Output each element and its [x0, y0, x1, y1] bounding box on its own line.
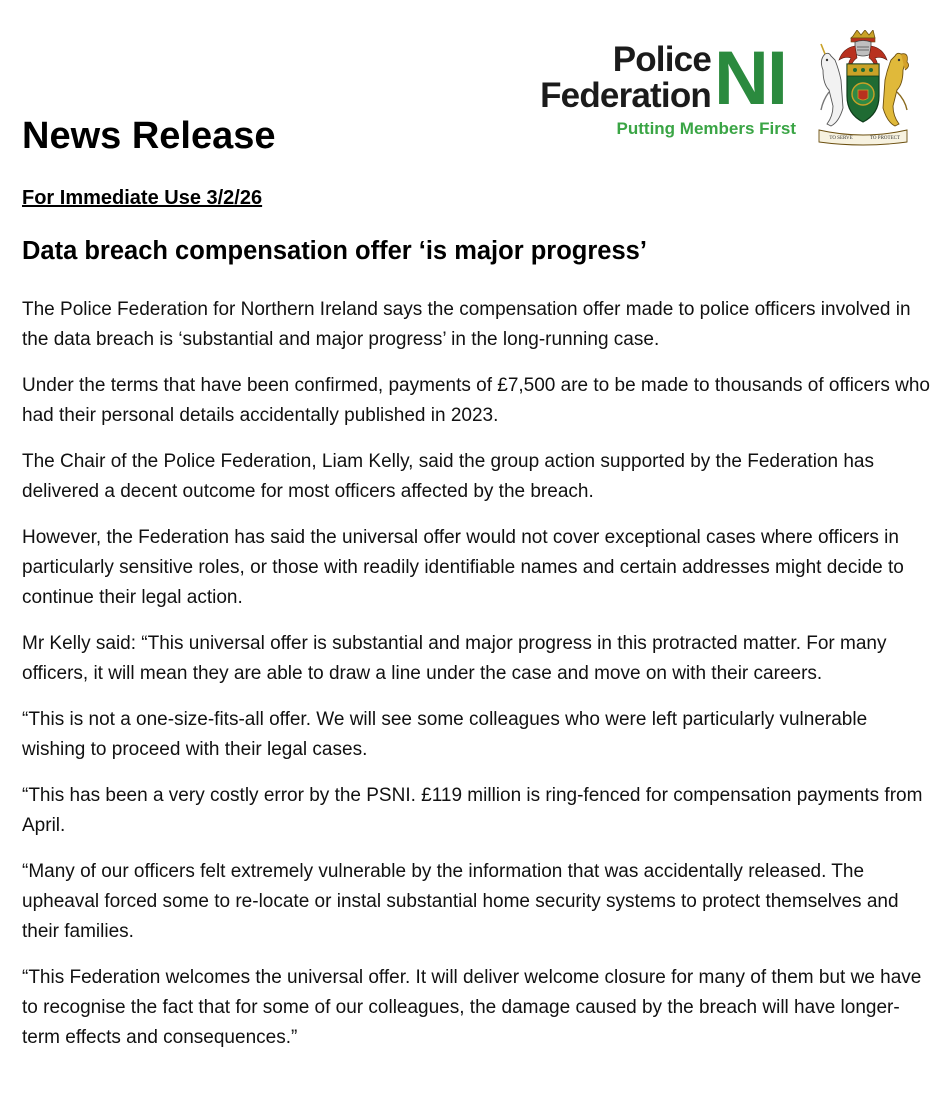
article-headline: Data breach compensation offer ‘is major progress’	[22, 237, 647, 265]
page-title: News Release	[22, 115, 276, 157]
logo-police-text: Police	[612, 40, 711, 79]
logo-ni-text: NI	[714, 36, 786, 121]
crest-motto-left: TO SERVE	[829, 136, 853, 141]
paragraph: Mr Kelly said: “This universal offer is substantial and major progress in this protracted matter. For many officers, it will mean they are able to draw a line under the case and move on with their careers.	[22, 633, 887, 684]
logo-wordmark	[525, 30, 800, 148]
paragraph: The Chair of the Police Federation, Liam Kelly, said the group action supported by the Federation has delivered a decent outcome for most officers affected by the breach.	[22, 451, 874, 502]
article-body	[22, 295, 930, 1069]
paragraph: Under the terms that have been confirmed, payments of £7,500 are to be made to thousands of officers who had their personal details accidentally published in 2023.	[22, 375, 930, 426]
paragraph: “Many of our officers felt extremely vulnerable by the information that was accidentally released. The upheaval forced some to re-locate or instal substantial home security systems to protect themselves and their families.	[22, 861, 899, 942]
logo-tagline: Putting Members First	[616, 119, 796, 138]
paragraph: “This Federation welcomes the universal offer. It will deliver welcome closure for many of them but we have to recognise the fact that for some of our colleagues, the damage caused by the breach will have longer-term effects and consequences.”	[22, 967, 922, 1048]
paragraph: The Police Federation for Northern Ireland says the compensation offer made to police officers involved in the data breach is ‘substantial and major progress’ in the long-running case.	[22, 299, 911, 350]
release-dateline: For Immediate Use 3/2/26	[22, 187, 263, 209]
paragraph: “This is not a one-size-fits-all offer. We will see some colleagues who were left particularly vulnerable wishing to proceed with their legal cases.	[22, 709, 868, 760]
crest-motto-right: TO PROTECT	[869, 136, 901, 141]
police-federation-ni-logo	[525, 30, 920, 148]
paragraph: However, the Federation has said the universal offer would not cover exceptional cases where officers in particularly sensitive roles, or those with readily identifiable names and certain addresses might decide to continue their legal action.	[22, 527, 904, 608]
logo-federation-text: Federation	[540, 76, 711, 115]
paragraph: “This has been a very costly error by the PSNI. £119 million is ring-fenced for compensation payments from April.	[22, 785, 923, 836]
coat-of-arms-crest-icon	[813, 30, 913, 146]
